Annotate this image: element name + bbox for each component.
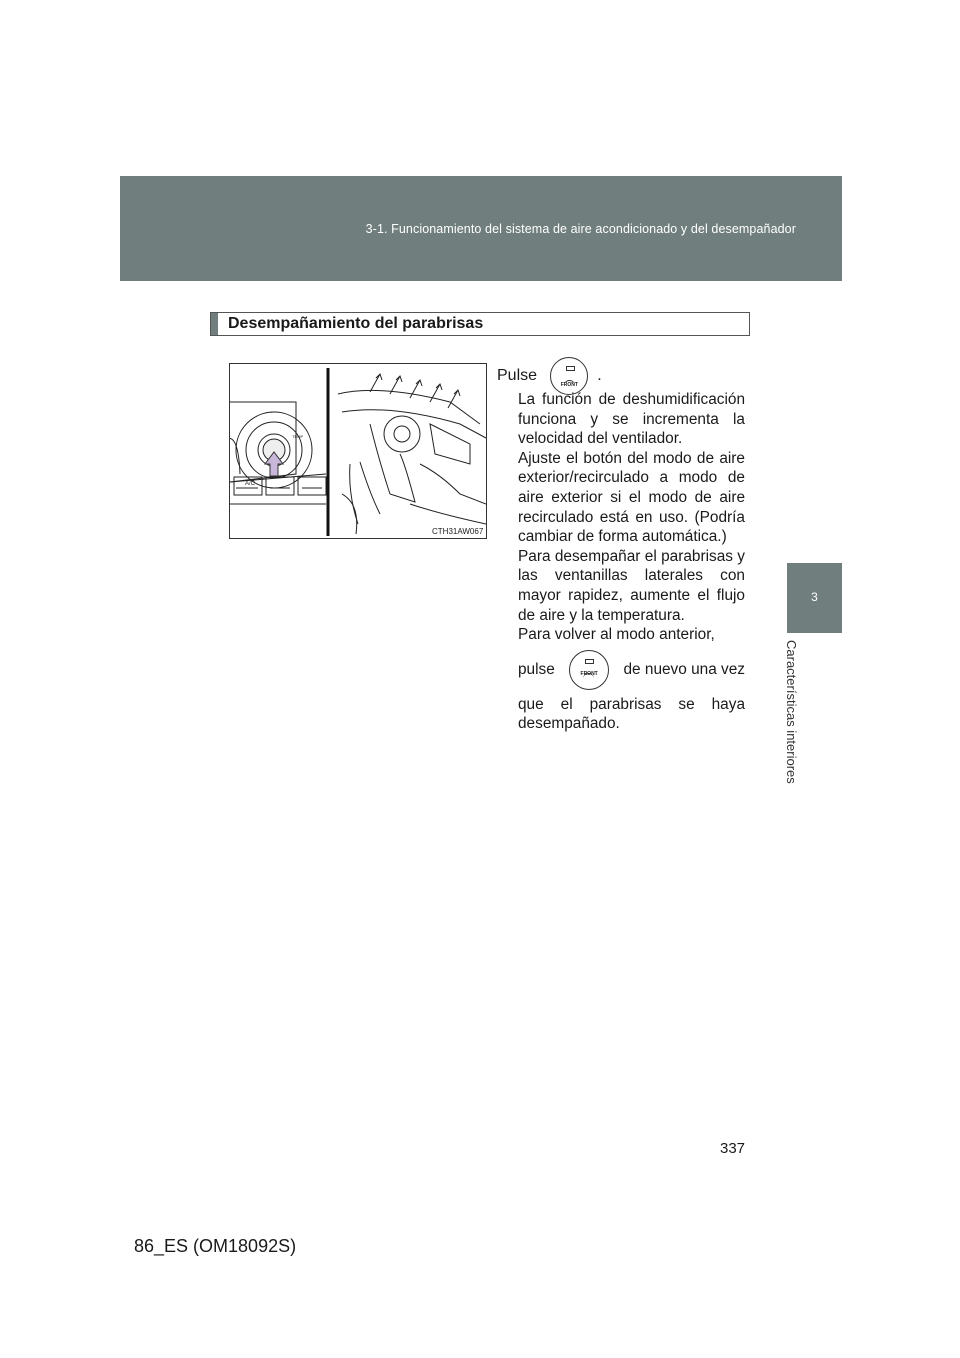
- footer-code: 86_ES (OM18092S): [134, 1236, 297, 1256]
- paragraph-faster-defog: Para desempañar el parabrisas y las ventanillas laterales con mayor rapidez, aumente el flujo de aire y la temperatura.: [518, 547, 745, 624]
- instruction-pulse-word: Pulse: [497, 367, 538, 385]
- page-number: 337: [720, 1140, 746, 1157]
- dashboard-illustration: [230, 364, 486, 538]
- section-heading: [210, 312, 750, 336]
- header-band: [120, 176, 842, 281]
- chapter-tab: [787, 563, 842, 633]
- section-heading-bar: [211, 313, 218, 335]
- chapter-side-label-text: Características interiores: [784, 640, 799, 784]
- svg-text:TEMP: TEMP: [292, 434, 304, 439]
- paragraph-return-end: que el parabrisas se haya desempañado.: [518, 695, 745, 733]
- front-button-text: FRONT: [560, 382, 578, 388]
- front-button-text-2: FRONT: [580, 670, 598, 677]
- paragraph-air-mode: Ajuste el botón del modo de aire exterior/recirculado a modo de aire exterior si el modo de aire recirculado está en uso. (Podría cambiar de forma automática.): [518, 449, 745, 546]
- chapter-number: 3: [811, 590, 818, 604]
- illustration-figure: [229, 363, 487, 539]
- return-pulse-word: pulse: [518, 660, 555, 678]
- ac-button-label: A/C: [245, 481, 256, 487]
- paragraph-dehumidify: La función de deshumidificación funciona y se incrementa la velocidad del ventilador.: [518, 391, 745, 448]
- front-defroster-button-icon-2: [569, 650, 609, 690]
- section-title: Desempañamiento del parabrisas: [228, 315, 484, 332]
- figure-code: CTH31AW067: [432, 527, 484, 536]
- chapter-side-label: [780, 640, 806, 810]
- instruction-line: [497, 357, 602, 388]
- instruction-period: .: [597, 367, 602, 385]
- chapter-title: 3-1. Funcionamiento del sistema de aire acondicionado y del desempañador: [365, 222, 796, 236]
- body-text: [518, 390, 745, 734]
- return-after-text: de nuevo una vez: [623, 660, 745, 678]
- return-mode-line: [518, 647, 745, 693]
- paragraph-return-mode: Para volver al modo anterior,: [518, 626, 715, 644]
